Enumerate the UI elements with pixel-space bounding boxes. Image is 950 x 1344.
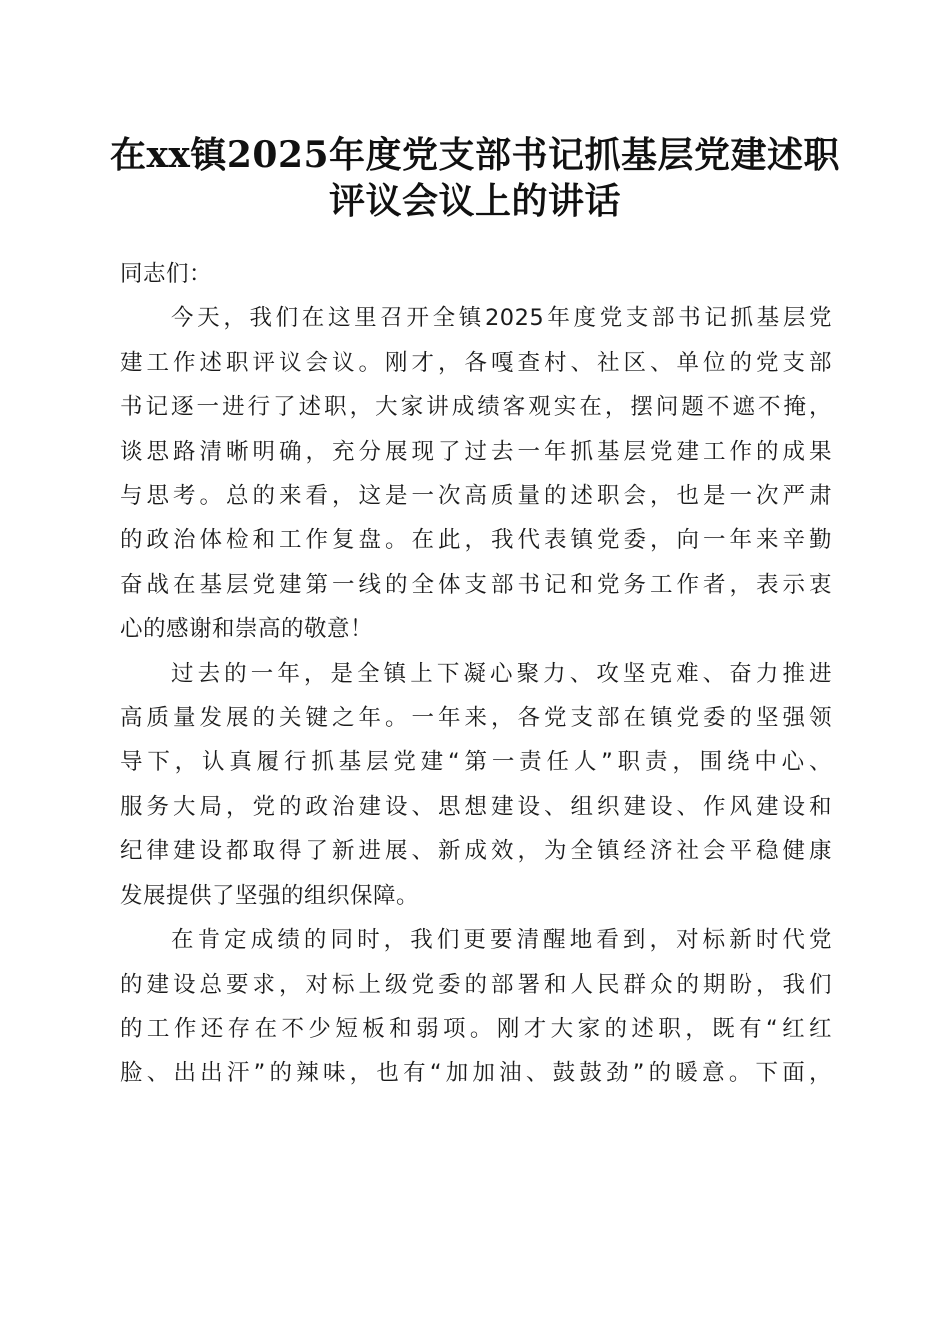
text-line: 纪律建设都取得了新进展、新成效，为全镇经济社会平稳健康 <box>120 838 832 865</box>
paragraph-1 <box>120 296 832 651</box>
document-title <box>80 132 870 224</box>
text-line: 建工作述职评议会议。刚才，各嘎查村、社区、单位的党支部 <box>120 349 832 376</box>
text-line: 的建设总要求，对标上级党委的部署和人民群众的期盼，我们 <box>120 971 832 998</box>
text-line: 过去的一年，是全镇上下凝心聚力、攻坚克难、奋力推进 <box>171 660 832 687</box>
document-body <box>120 252 832 1096</box>
text-line: 书记逐一进行了述职，大家讲成绩客观实在，摆问题不遮不掩， <box>120 394 832 421</box>
salutation <box>120 252 832 296</box>
text-line: 脸、出出汗”的辣味，也有“加加油、鼓鼓劲”的暖意。下面， <box>120 1060 832 1087</box>
text-line: 高质量发展的关键之年。一年来，各党支部在镇党委的坚强领 <box>120 705 832 732</box>
text-line: 谈思路清晰明确，充分展现了过去一年抓基层党建工作的成果 <box>120 438 832 465</box>
title-line-2: 评议会议上的讲话 <box>328 180 621 222</box>
text-line: 的工作还存在不少短板和弱项。刚才大家的述职，既有“红红 <box>120 1015 832 1042</box>
text-line: 的政治体检和工作复盘。在此，我代表镇党委，向一年来辛勤 <box>120 527 832 554</box>
text-line: 与思考。总的来看，这是一次高质量的述职会，也是一次严肃 <box>120 483 832 510</box>
text-line: 在肯定成绩的同时，我们更要清醒地看到，对标新时代党 <box>171 927 832 954</box>
title-line-1: 在xx镇2025年度党支部书记抓基层党建述职 <box>109 134 841 176</box>
text-line: 服务大局，党的政治建设、思想建设、组织建设、作风建设和 <box>120 793 832 820</box>
salutation-text: 同志们： <box>120 261 213 287</box>
text-line: 今天，我们在这里召开全镇2025年度党支部书记抓基层党 <box>171 305 832 332</box>
text-line: 发展提供了坚强的组织保障。 <box>120 882 420 909</box>
text-line: 奋战在基层党建第一线的全体支部书记和党务工作者，表示衷 <box>120 571 832 598</box>
text-line: 心的感谢和崇高的敬意！ <box>120 616 374 643</box>
text-line: 导下，认真履行抓基层党建“第一责任人”职责，围绕中心、 <box>120 749 832 776</box>
paragraph-3 <box>120 918 832 1096</box>
paragraph-2 <box>120 652 832 918</box>
